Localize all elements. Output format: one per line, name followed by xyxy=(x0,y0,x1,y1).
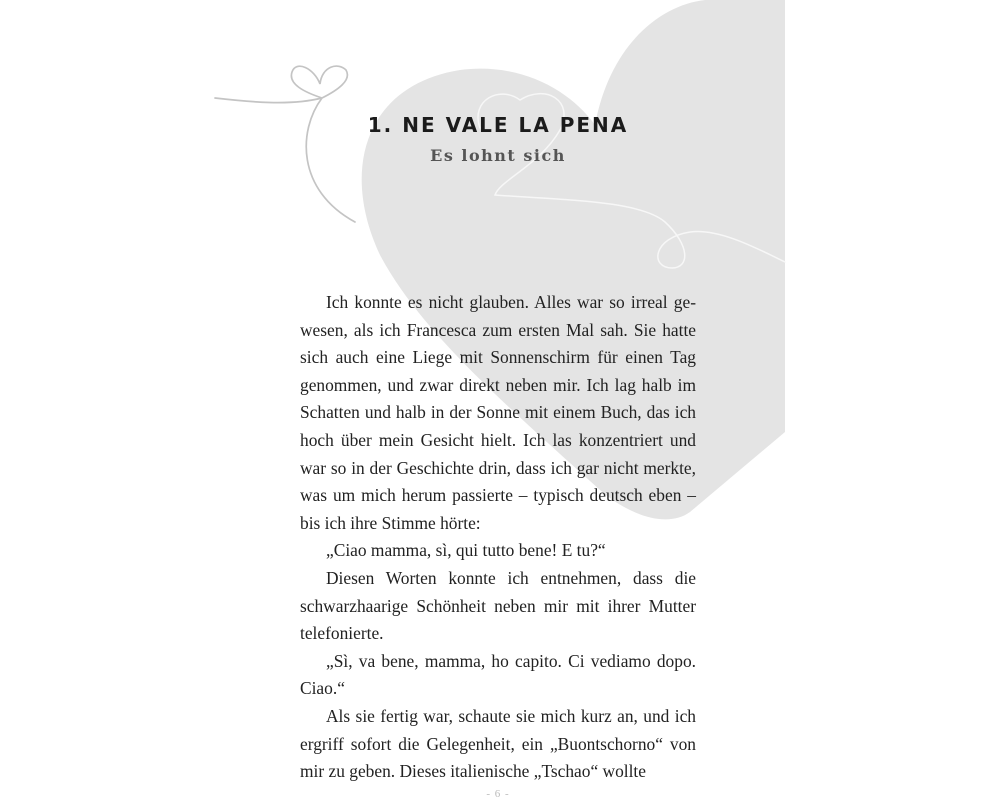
chapter-body xyxy=(300,289,696,786)
paragraph: „Sì, va bene, mamma, ho capito. Ci vediamo dopo. Ciao.“ xyxy=(300,650,696,699)
paragraph: Ich konnte es nicht glauben. Alles war so irreal gewesen, als ich Francesca zum ersten Mal sah. Sie hatte sich auch eine Liege mit Sonnenschirm für einen Tag genommen, und zwar direkt neben mir. Ich lag halb im Schatten und halb in der Sonne mit einem Buch, das ich hoch über mein Gesicht hielt. Ich las konzentriert und war so in der Geschichte drin, dass ich gar nicht merkte, was um mich herum passierte – typisch deutsch eben – bis ich ihre Stimme hörte: xyxy=(300,292,696,533)
page-number: - 6 - xyxy=(486,788,510,800)
paragraph: Als sie fertig war, schaute sie mich kurz an, und ich ergriff sofort die Gelegenheit, ein „Buontschorno“ von mir zu geben. Dieses italienische „Tschao“ wollte xyxy=(300,705,696,782)
chapter-title: 1. NE VALE LA PENA xyxy=(367,113,629,137)
heart-string-icon xyxy=(215,66,355,222)
paragraph: Diesen Worten konnte ich entnehmen, dass die schwarzhaarige Schönheit neben mir mit ihrer Mutter telefonierte. xyxy=(300,567,696,644)
paragraph: „Ciao mamma, sì, qui tutto bene! E tu?“ xyxy=(326,540,606,561)
chapter-subtitle: Es lohnt sich xyxy=(430,146,566,165)
